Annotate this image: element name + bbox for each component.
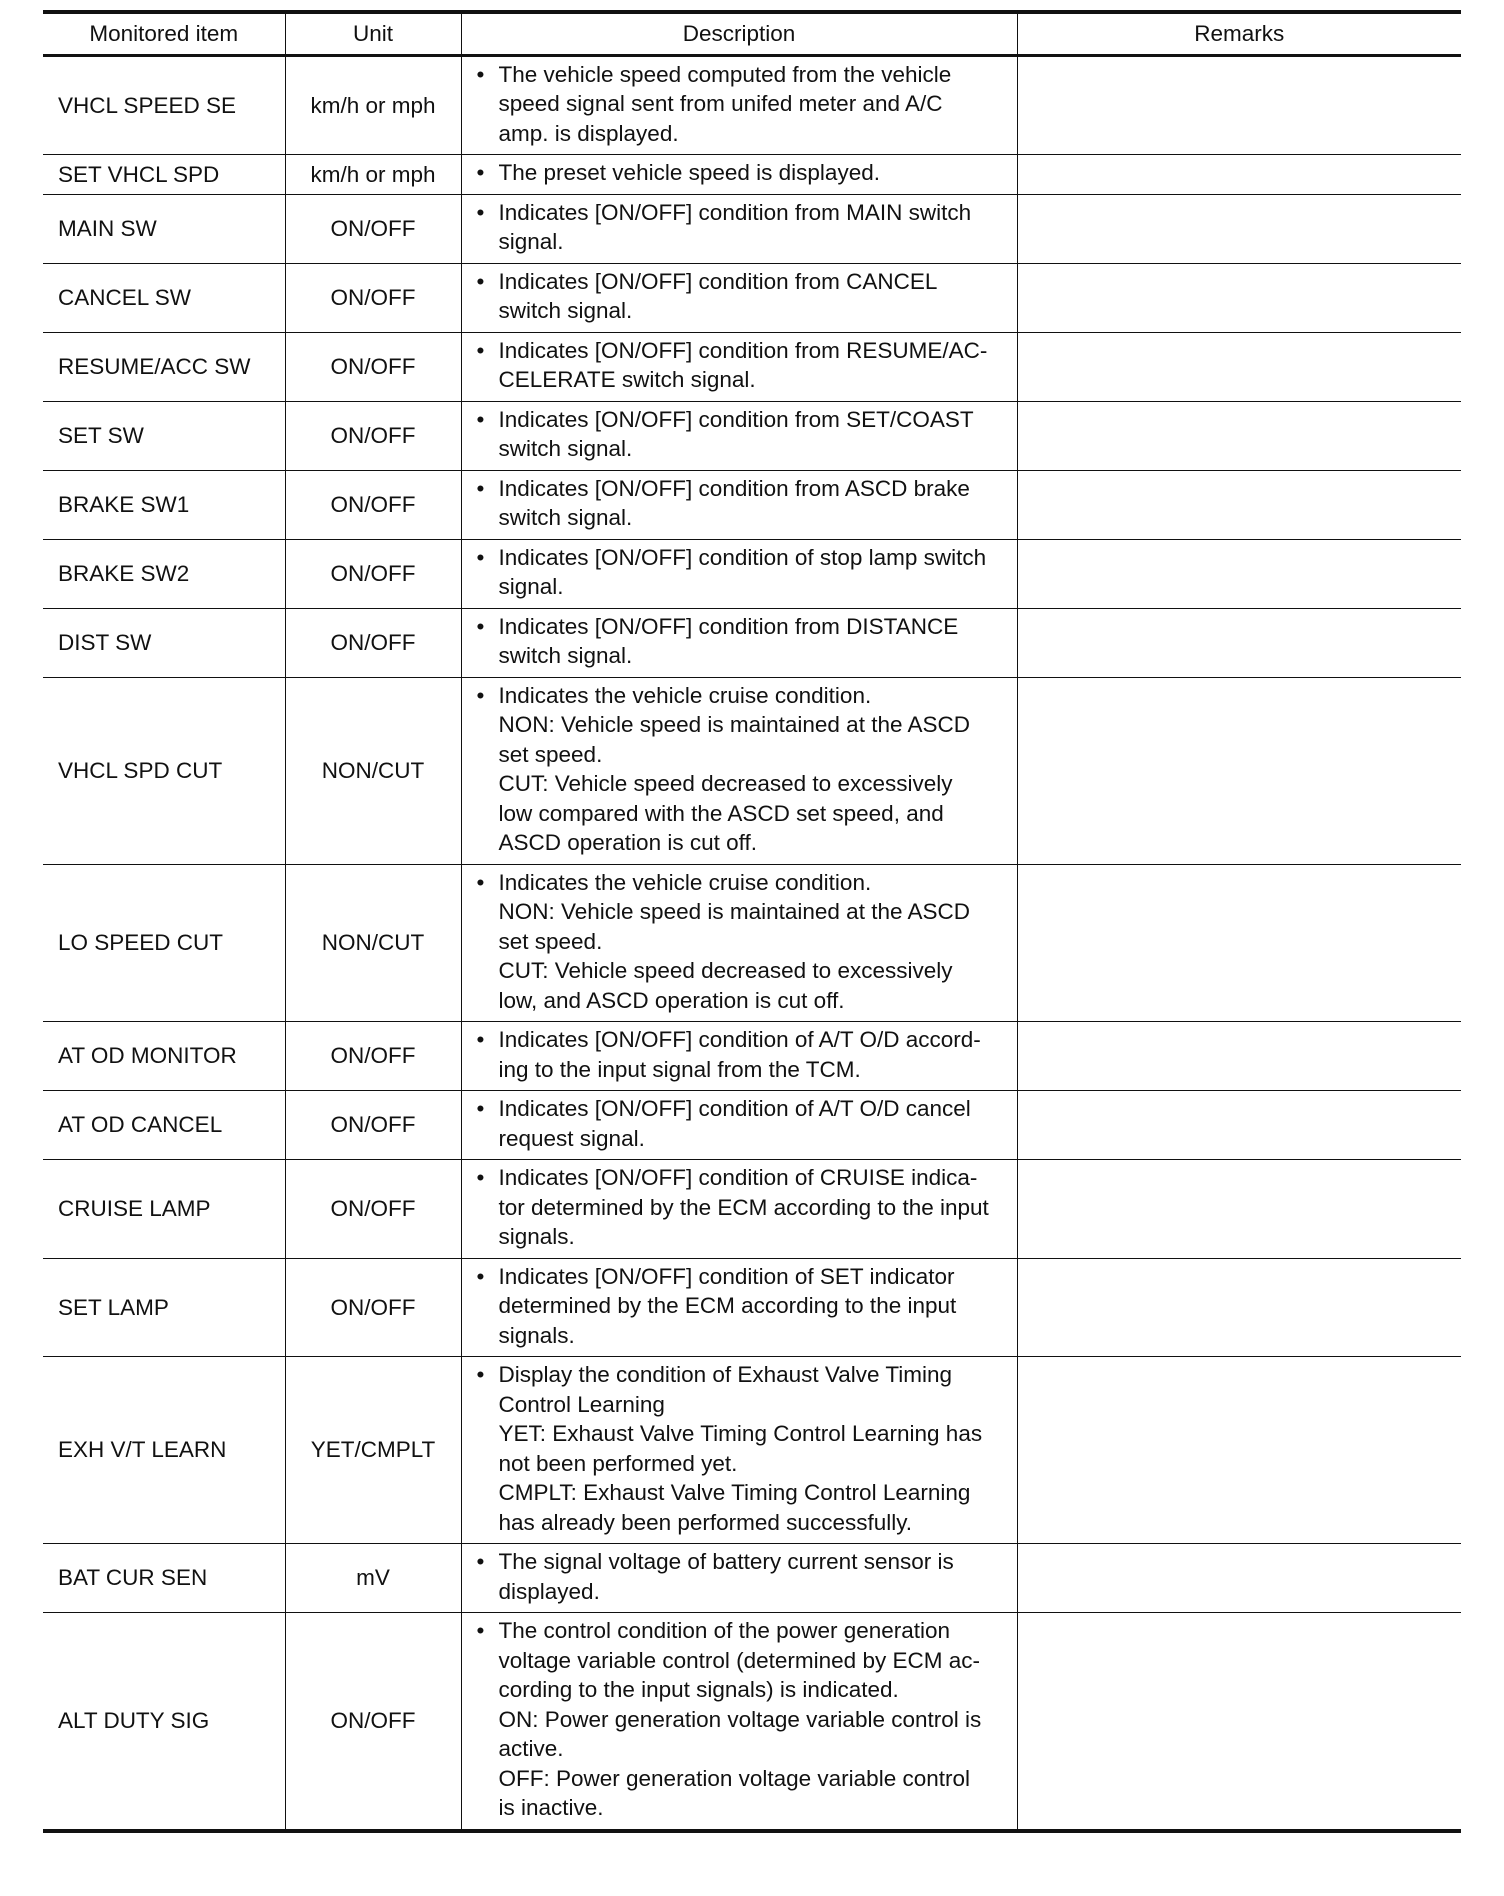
- bullet-icon: •: [476, 406, 485, 432]
- description-text: Indicates [ON/OFF] condition from DISTANCE switch signal.: [498, 613, 959, 668]
- remarks-cell: [1017, 194, 1461, 263]
- unit-cell: ON/OFF: [285, 608, 461, 677]
- monitored-item-cell: CRUISE LAMP: [43, 1160, 285, 1259]
- description-cell: [461, 864, 1017, 1022]
- monitored-item-cell: DIST SW: [43, 608, 285, 677]
- monitored-item-cell: AT OD MONITOR: [43, 1022, 285, 1091]
- table-row: [43, 470, 1461, 539]
- table-row: [43, 1544, 1461, 1613]
- description-text: Indicates [ON/OFF] condition of A/T O/D cancel request signal.: [498, 1096, 971, 1151]
- description-text: Indicates [ON/OFF] condition from RESUME/AC- CELERATE switch signal.: [498, 337, 988, 392]
- table-row: [43, 539, 1461, 608]
- header-monitored-item: Monitored item: [43, 12, 285, 55]
- unit-cell: YET/CMPLT: [285, 1357, 461, 1544]
- remarks-cell: [1017, 1022, 1461, 1091]
- description-text: Indicates the vehicle cruise condition. NON: Vehicle speed is maintained at the ASCD set speed. CUT: Vehicle speed decreased to excessively low compared with the ASCD set speed, and ASCD operation is cut off.: [498, 682, 971, 855]
- remarks-cell: [1017, 539, 1461, 608]
- description-cell: [461, 263, 1017, 332]
- bullet-icon: •: [476, 160, 485, 185]
- description-text: Indicates the vehicle cruise condition. NON: Vehicle speed is maintained at the ASCD set speed. CUT: Vehicle speed decreased to excessively low, and ASCD operation is cut off.: [498, 869, 971, 1013]
- unit-cell: ON/OFF: [285, 1160, 461, 1259]
- monitored-item-cell: SET LAMP: [43, 1258, 285, 1357]
- table-body: [43, 55, 1461, 1831]
- description-cell: [461, 1613, 1017, 1831]
- remarks-cell: [1017, 677, 1461, 864]
- remarks-cell: [1017, 332, 1461, 401]
- table-row: [43, 1613, 1461, 1831]
- bullet-icon: •: [476, 475, 485, 501]
- description-text: The vehicle speed computed from the vehicle speed signal sent from unifed meter and A/C amp. is displayed.: [498, 61, 952, 146]
- description-text: Indicates [ON/OFF] condition from ASCD brake switch signal.: [498, 475, 970, 530]
- unit-cell: ON/OFF: [285, 263, 461, 332]
- unit-cell: ON/OFF: [285, 539, 461, 608]
- bullet-icon: •: [476, 1618, 485, 1643]
- table-row: [43, 1357, 1461, 1544]
- bullet-icon: •: [476, 1549, 485, 1574]
- header-unit: Unit: [285, 12, 461, 55]
- description-cell: [461, 1357, 1017, 1544]
- unit-cell: ON/OFF: [285, 1613, 461, 1831]
- remarks-cell: [1017, 263, 1461, 332]
- remarks-cell: [1017, 1544, 1461, 1613]
- unit-cell: ON/OFF: [285, 1091, 461, 1160]
- remarks-cell: [1017, 470, 1461, 539]
- monitored-item-cell: CANCEL SW: [43, 263, 285, 332]
- description-cell: [461, 608, 1017, 677]
- bullet-icon: •: [476, 682, 485, 708]
- description-cell: [461, 1022, 1017, 1091]
- description-text: Indicates [ON/OFF] condition from CANCEL switch signal.: [498, 268, 938, 323]
- bullet-icon: •: [476, 544, 485, 570]
- unit-cell: ON/OFF: [285, 332, 461, 401]
- table-row: [43, 1091, 1461, 1160]
- bullet-icon: •: [476, 1362, 485, 1387]
- remarks-cell: [1017, 1091, 1461, 1160]
- description-cell: [461, 470, 1017, 539]
- remarks-cell: [1017, 864, 1461, 1022]
- description-cell: [461, 539, 1017, 608]
- remarks-cell: [1017, 55, 1461, 155]
- bullet-icon: •: [476, 613, 485, 639]
- description-text: Display the condition of Exhaust Valve Timing Control Learning YET: Exhaust Valve Timing Control Learning has not been performed yet. CMPLT: Exhaust Valve Timing Control Learning has already been performed successfully.: [498, 1362, 983, 1535]
- description-cell: [461, 1091, 1017, 1160]
- table-row: [43, 194, 1461, 263]
- description-cell: [461, 677, 1017, 864]
- unit-cell: km/h or mph: [285, 55, 461, 155]
- document-page: [43, 10, 1461, 1833]
- table-row: [43, 401, 1461, 470]
- bullet-icon: •: [476, 61, 485, 87]
- description-text: Indicates [ON/OFF] condition of SET indicator determined by the ECM according to the input signals.: [498, 1263, 957, 1348]
- monitored-item-cell: BRAKE SW1: [43, 470, 285, 539]
- monitored-item-cell: MAIN SW: [43, 194, 285, 263]
- unit-cell: ON/OFF: [285, 470, 461, 539]
- description-text: Indicates [ON/OFF] condition of stop lamp switch signal.: [498, 544, 987, 599]
- table-row: [43, 608, 1461, 677]
- bullet-icon: •: [476, 268, 485, 294]
- monitored-item-cell: SET SW: [43, 401, 285, 470]
- monitored-item-cell: VHCL SPD CUT: [43, 677, 285, 864]
- bullet-icon: •: [476, 1027, 485, 1052]
- monitored-item-cell: AT OD CANCEL: [43, 1091, 285, 1160]
- description-cell: [461, 1258, 1017, 1357]
- monitored-item-cell: LO SPEED CUT: [43, 864, 285, 1022]
- description-text: Indicates [ON/OFF] condition from SET/COAST switch signal.: [498, 406, 974, 461]
- description-cell: [461, 155, 1017, 195]
- description-text: Indicates [ON/OFF] condition from MAIN switch signal.: [498, 199, 972, 254]
- remarks-cell: [1017, 1613, 1461, 1831]
- remarks-cell: [1017, 1160, 1461, 1259]
- monitored-item-cell: RESUME/ACC SW: [43, 332, 285, 401]
- monitored-item-cell: BAT CUR SEN: [43, 1544, 285, 1613]
- unit-cell: ON/OFF: [285, 1258, 461, 1357]
- bullet-icon: •: [476, 1165, 485, 1190]
- table-row: [43, 263, 1461, 332]
- description-cell: [461, 1544, 1017, 1613]
- monitored-item-cell: ALT DUTY SIG: [43, 1613, 285, 1831]
- monitored-item-cell: BRAKE SW2: [43, 539, 285, 608]
- unit-cell: mV: [285, 1544, 461, 1613]
- unit-cell: ON/OFF: [285, 401, 461, 470]
- unit-cell: km/h or mph: [285, 155, 461, 195]
- header-remarks: Remarks: [1017, 12, 1461, 55]
- unit-cell: ON/OFF: [285, 194, 461, 263]
- monitored-items-table: [43, 10, 1461, 1833]
- description-text: Indicates [ON/OFF] condition of A/T O/D accord- ing to the input signal from the TCM.: [498, 1027, 981, 1082]
- description-cell: [461, 194, 1017, 263]
- unit-cell: NON/CUT: [285, 864, 461, 1022]
- remarks-cell: [1017, 1258, 1461, 1357]
- description-cell: [461, 401, 1017, 470]
- description-text: The preset vehicle speed is displayed.: [498, 160, 880, 185]
- table-row: [43, 1160, 1461, 1259]
- unit-cell: ON/OFF: [285, 1022, 461, 1091]
- remarks-cell: [1017, 608, 1461, 677]
- description-text: Indicates [ON/OFF] condition of CRUISE indica- tor determined by the ECM according to the input signals.: [498, 1165, 989, 1249]
- monitored-item-cell: SET VHCL SPD: [43, 155, 285, 195]
- unit-cell: NON/CUT: [285, 677, 461, 864]
- table-row: [43, 677, 1461, 864]
- table-header-row: [43, 12, 1461, 55]
- remarks-cell: [1017, 1357, 1461, 1544]
- bullet-icon: •: [476, 1096, 485, 1121]
- bullet-icon: •: [476, 337, 485, 363]
- table-row: [43, 332, 1461, 401]
- description-text: The signal voltage of battery current sensor is displayed.: [498, 1549, 954, 1604]
- remarks-cell: [1017, 155, 1461, 195]
- description-cell: [461, 1160, 1017, 1259]
- bullet-icon: •: [476, 1263, 485, 1289]
- description-cell: [461, 55, 1017, 155]
- remarks-cell: [1017, 401, 1461, 470]
- table-row: [43, 55, 1461, 155]
- table-row: [43, 1022, 1461, 1091]
- table-row: [43, 155, 1461, 195]
- description-text: The control condition of the power generation voltage variable control (determined by ECM ac- cording to the input signals) is indicated. ON: Power generation voltage variable control is active. OFF: Power generation voltage variable control is inactive.: [498, 1618, 982, 1820]
- monitored-item-cell: EXH V/T LEARN: [43, 1357, 285, 1544]
- bullet-icon: •: [476, 869, 485, 895]
- table-row: [43, 864, 1461, 1022]
- monitored-item-cell: VHCL SPEED SE: [43, 55, 285, 155]
- bullet-icon: •: [476, 199, 485, 225]
- header-description: Description: [461, 12, 1017, 55]
- description-cell: [461, 332, 1017, 401]
- table-row: [43, 1258, 1461, 1357]
